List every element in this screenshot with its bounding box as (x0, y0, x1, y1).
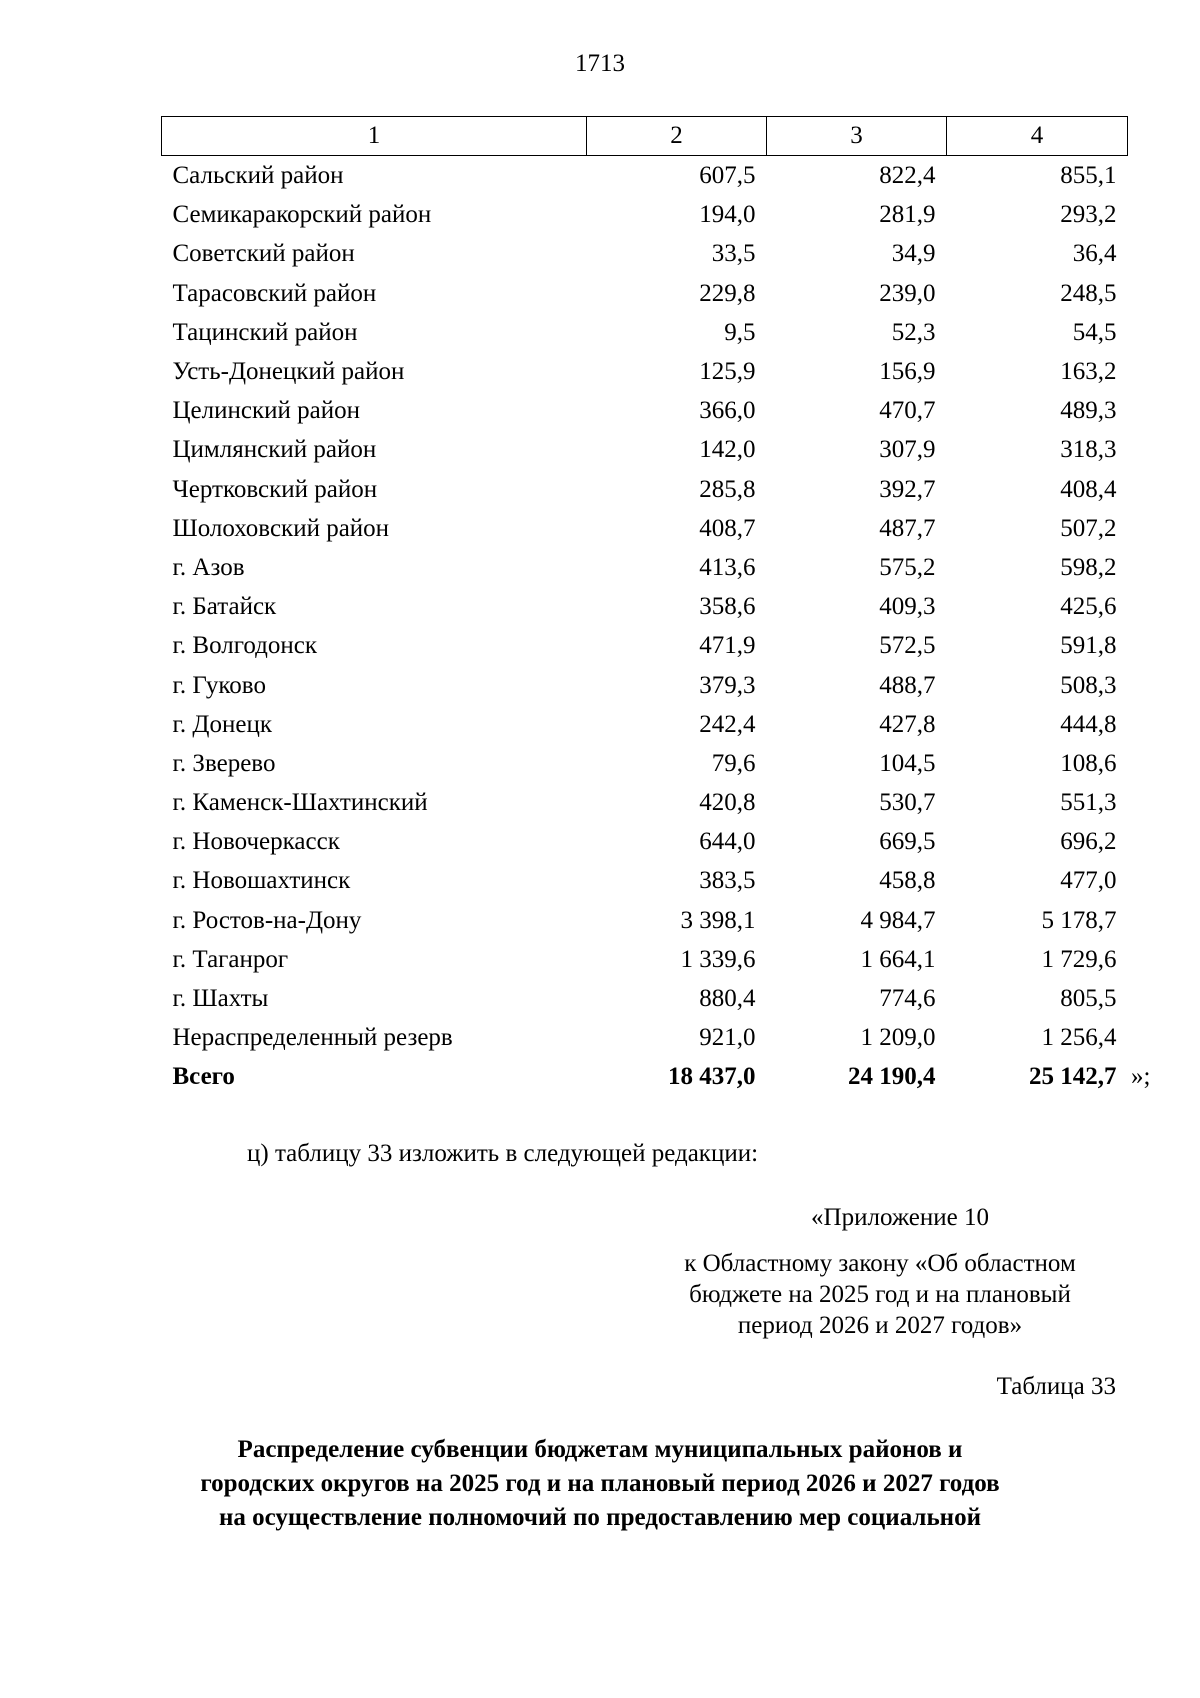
closing-quote-mark: »; (1131, 1063, 1151, 1090)
value-2026-cell: 470,7 (879, 397, 936, 425)
page-number: 1713 (575, 50, 625, 77)
row-name-cell: Семикаракорский район (172, 201, 432, 229)
heading-line: на осуществление полномочий по предоставлению мер социальной (219, 1504, 981, 1531)
value-2025-cell: 18 437,0 (668, 1063, 756, 1091)
value-2025-cell: 9,5 (724, 318, 756, 346)
value-2027-cell: 248,5 (1060, 279, 1117, 307)
row-name-cell: г. Зверево (172, 749, 276, 777)
value-2025-cell: 242,4 (699, 710, 756, 738)
value-2025-cell: 3 398,1 (680, 906, 756, 934)
row-name-cell: Шолоховский район (172, 514, 390, 542)
row-name-cell: г. Ростов-на-Дону (172, 906, 362, 934)
value-2026-cell: 669,5 (879, 828, 936, 856)
column-header-3: 3 (767, 117, 947, 156)
data-table (161, 116, 1128, 1097)
value-2026-cell: 392,7 (879, 475, 936, 503)
value-2025-cell: 229,8 (699, 279, 756, 307)
value-2025-cell: 125,9 (699, 358, 756, 386)
value-2026-cell: 774,6 (879, 985, 936, 1013)
value-2025-cell: 607,5 (699, 162, 756, 190)
value-2026-cell: 575,2 (879, 553, 936, 581)
table-row (162, 1018, 1128, 1057)
heading-line: городских округов на 2025 год и на плановый период 2026 и 2027 годов (200, 1470, 1000, 1497)
value-2027-cell: 408,4 (1060, 475, 1117, 503)
row-name-cell: Цимлянский район (172, 436, 377, 464)
table-row (162, 587, 1128, 626)
value-2026-cell: 822,4 (879, 162, 936, 190)
value-2026-cell: 239,0 (879, 279, 936, 307)
value-2026-cell: 427,8 (879, 710, 936, 738)
value-2026-cell: 156,9 (879, 358, 936, 386)
value-2025-cell: 408,7 (699, 514, 756, 542)
row-name-cell: г. Новочеркасск (172, 828, 340, 856)
value-2026-cell: 52,3 (891, 318, 936, 346)
instruction-text: ц) таблицу 33 изложить в следующей редакции: (247, 1140, 759, 1167)
value-2025-cell: 33,5 (711, 240, 756, 268)
table-row (162, 391, 1128, 430)
value-2025-cell: 379,3 (699, 671, 756, 699)
table-row (162, 352, 1128, 391)
value-2027-cell: 108,6 (1060, 749, 1117, 777)
row-name-cell: г. Волгодонск (172, 632, 318, 660)
value-2027-cell: 477,0 (1060, 867, 1117, 895)
value-2026-cell: 530,7 (879, 789, 936, 817)
table-row (162, 274, 1128, 313)
value-2027-cell: 293,2 (1060, 201, 1117, 229)
value-2027-cell: 591,8 (1060, 632, 1117, 660)
value-2027-cell: 855,1 (1060, 162, 1117, 190)
row-name-cell: г. Донецк (172, 710, 272, 738)
value-2026-cell: 458,8 (879, 867, 936, 895)
value-2026-cell: 281,9 (879, 201, 936, 229)
value-2027-cell: 163,2 (1060, 358, 1117, 386)
table-row (162, 901, 1128, 940)
value-2025-cell: 413,6 (699, 553, 756, 581)
row-name-cell: г. Батайск (172, 593, 277, 621)
row-name-cell: г. Новошахтинск (172, 867, 351, 895)
table-row (162, 744, 1128, 783)
value-2026-cell: 24 190,4 (848, 1063, 936, 1091)
value-2025-cell: 358,6 (699, 593, 756, 621)
table-row (162, 509, 1128, 548)
table-row (162, 234, 1128, 273)
value-2025-cell: 420,8 (699, 789, 756, 817)
table-row (162, 940, 1128, 979)
value-2027-cell: 598,2 (1060, 553, 1117, 581)
column-header-4: 4 (947, 117, 1128, 156)
table-row (162, 665, 1128, 704)
table-row (162, 822, 1128, 861)
row-name-cell: Нераспределенный резерв (172, 1024, 453, 1052)
row-name-cell: Тарасовский район (172, 279, 377, 307)
value-2027-cell: 805,5 (1060, 985, 1117, 1013)
value-2025-cell: 285,8 (699, 475, 756, 503)
table-heading (150, 1433, 1050, 1535)
row-name-cell: г. Шахты (172, 985, 269, 1013)
value-2026-cell: 307,9 (879, 436, 936, 464)
row-name-cell: Целинский район (172, 397, 360, 425)
row-name-cell: г. Каменск-Шахтинский (172, 789, 428, 817)
value-2026-cell: 104,5 (879, 749, 936, 777)
value-2027-cell: 507,2 (1060, 514, 1117, 542)
column-header-1: 1 (162, 117, 587, 156)
value-2027-cell: 1 256,4 (1041, 1024, 1117, 1052)
value-2025-cell: 471,9 (699, 632, 756, 660)
row-name-cell: Всего (172, 1063, 235, 1091)
table-row (162, 430, 1128, 469)
value-2026-cell: 4 984,7 (860, 906, 936, 934)
table-row (162, 156, 1128, 196)
table-row (162, 195, 1128, 234)
appendix-description (620, 1248, 1140, 1341)
value-2026-cell: 487,7 (879, 514, 936, 542)
table-row (162, 548, 1128, 587)
appendix-line: к Областному закону «Об областном (684, 1250, 1076, 1277)
value-2026-cell: 1 664,1 (860, 945, 936, 973)
appendix-title: «Приложение 10 (811, 1204, 989, 1231)
table-row (162, 470, 1128, 509)
value-2027-cell: 318,3 (1060, 436, 1117, 464)
table-row (162, 979, 1128, 1018)
value-2025-cell: 79,6 (711, 749, 756, 777)
value-2027-cell: 696,2 (1060, 828, 1117, 856)
value-2027-cell: 25 142,7 (1029, 1063, 1117, 1091)
row-name-cell: Советский район (172, 240, 355, 268)
value-2025-cell: 921,0 (699, 1024, 756, 1052)
value-2026-cell: 488,7 (879, 671, 936, 699)
table-body (162, 156, 1128, 1097)
heading-line: Распределение субвенции бюджетам муниципальных районов и (237, 1436, 963, 1463)
value-2027-cell: 551,3 (1060, 789, 1117, 817)
value-2027-cell: 36,4 (1072, 240, 1117, 268)
value-2027-cell: 54,5 (1072, 318, 1117, 346)
table-row (162, 626, 1128, 665)
value-2027-cell: 5 178,7 (1041, 906, 1117, 934)
row-name-cell: Усть-Донецкий район (172, 358, 405, 386)
value-2026-cell: 409,3 (879, 593, 936, 621)
value-2026-cell: 1 209,0 (860, 1024, 936, 1052)
row-name-cell: г. Гуково (172, 671, 266, 699)
column-header-2: 2 (587, 117, 767, 156)
value-2027-cell: 489,3 (1060, 397, 1117, 425)
value-2027-cell: 425,6 (1060, 593, 1117, 621)
row-name-cell: Сальский район (172, 162, 344, 190)
value-2025-cell: 366,0 (699, 397, 756, 425)
row-name-cell: г. Азов (172, 553, 245, 581)
value-2027-cell: 508,3 (1060, 671, 1117, 699)
value-2026-cell: 34,9 (891, 240, 936, 268)
value-2025-cell: 194,0 (699, 201, 756, 229)
row-name-cell: Тацинский район (172, 318, 358, 346)
value-2025-cell: 644,0 (699, 828, 756, 856)
appendix-line: период 2026 и 2027 годов» (737, 1312, 1023, 1339)
value-2027-cell: 444,8 (1060, 710, 1117, 738)
table-row (162, 783, 1128, 822)
value-2025-cell: 383,5 (699, 867, 756, 895)
value-2025-cell: 142,0 (699, 436, 756, 464)
row-name-cell: Чертковский район (172, 475, 378, 503)
value-2025-cell: 1 339,6 (680, 945, 756, 973)
value-2027-cell: 1 729,6 (1041, 945, 1117, 973)
value-2025-cell: 880,4 (699, 985, 756, 1013)
value-2026-cell: 572,5 (879, 632, 936, 660)
row-name-cell: г. Таганрог (172, 945, 289, 973)
table-label: Таблица 33 (996, 1373, 1116, 1400)
total-row (162, 1057, 1128, 1096)
appendix-line: бюджете на 2025 год и на плановый (689, 1281, 1071, 1308)
table-row (162, 705, 1128, 744)
table-header-row (162, 117, 1128, 156)
table-row (162, 861, 1128, 900)
table-row (162, 313, 1128, 352)
